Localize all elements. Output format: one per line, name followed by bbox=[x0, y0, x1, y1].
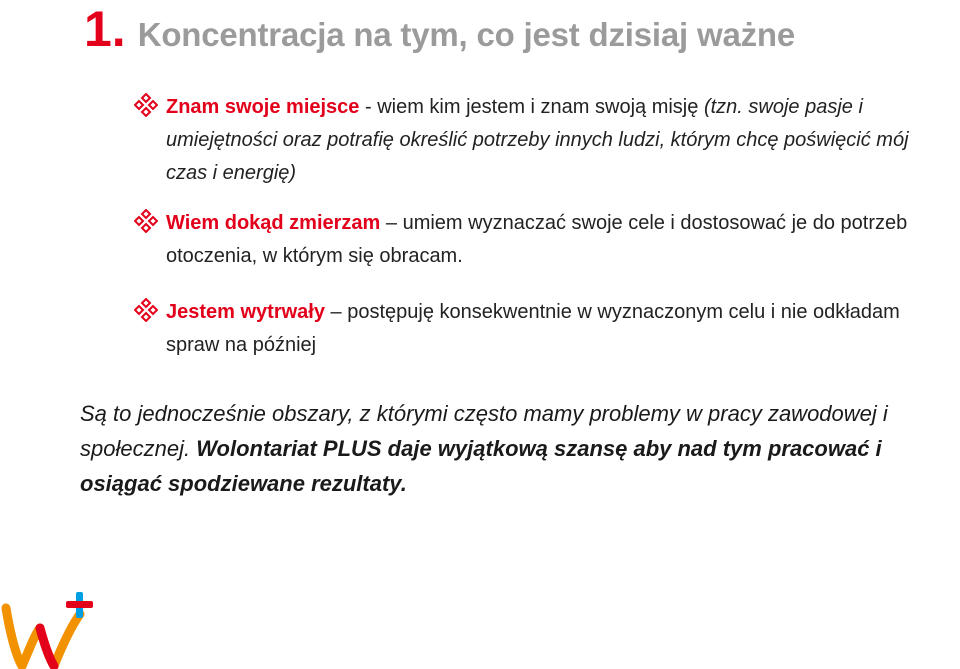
diamond-bullet-icon bbox=[134, 93, 158, 117]
bullet-item-2 bbox=[134, 207, 954, 273]
title-text: Koncentracja na tym, co jest dzisiaj ważne bbox=[137, 16, 796, 53]
summary-bold-text: Wolontariat PLUS daje wyjątkową szansę aby nad tym pracować i osiągać spodziewane rezultaty. bbox=[80, 436, 882, 496]
summary-text: Są to jednocześnie obszary, z którymi często mamy problemy w pracy zawodowej i społecznej. bbox=[80, 401, 888, 461]
bullet-lead: Jestem wytrwały bbox=[166, 301, 325, 323]
title-number: 1. bbox=[84, 1, 126, 57]
bullet-item-3 bbox=[134, 296, 954, 362]
bullet-text: – umiem wyznaczać swoje cele i dostosować je do potrzeb otoczenia, w którym się obracam. bbox=[166, 212, 908, 267]
bullet-text: - wiem kim jestem i znam swoją misję bbox=[359, 96, 704, 118]
diamond-bullet-icon bbox=[134, 209, 158, 233]
summary-paragraph bbox=[80, 396, 940, 501]
bullet-item-1 bbox=[134, 91, 954, 190]
diamond-bullet-icon bbox=[134, 298, 158, 322]
bullet-lead: Znam swoje miejsce bbox=[166, 96, 360, 118]
wolontariat-plus-logo-icon bbox=[0, 588, 100, 669]
bullet-text-italic: (tzn. swoje pasje i umiejętności oraz potrafię określić potrzeby innych ludzi, którym chcę poświęcić mój czas i energię) bbox=[166, 96, 909, 184]
bullet-lead: Wiem dokąd zmierzam bbox=[166, 212, 381, 234]
slide-title bbox=[84, 0, 795, 60]
bullet-text: – postępuję konsekwentnie w wyznaczonym celu i nie odkładam spraw na później bbox=[166, 301, 900, 356]
